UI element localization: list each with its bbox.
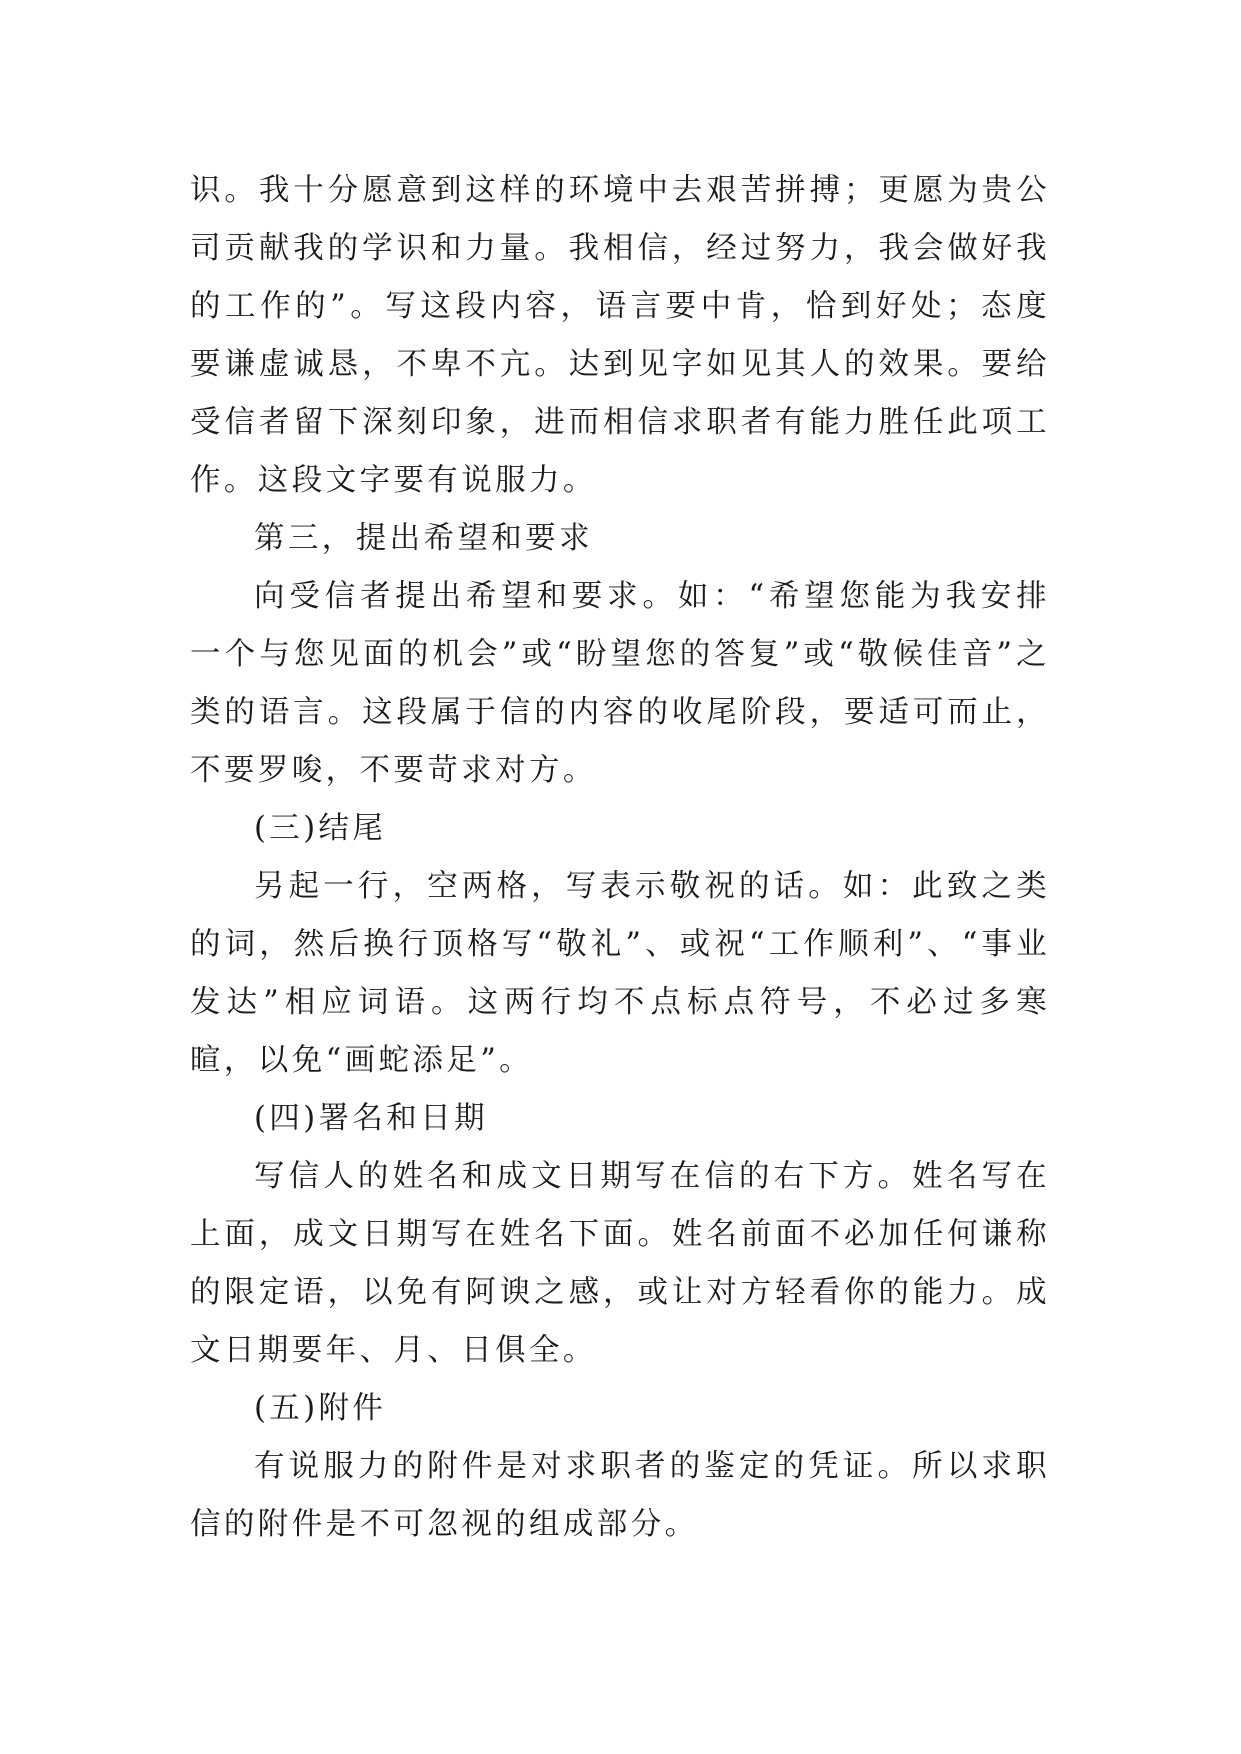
section-heading-closing: (三)结尾	[254, 811, 387, 846]
paragraph-closing: 另起一行，空两格，写表示敬祝的话。如：此致之类的词，然后换行顶格写“敬礼”、或祝“工作顺利”、“事业发达”相应词语。这两行均不点标点符号，不必过多寒暄，以免“画蛇添足”。	[190, 869, 1050, 1078]
paragraph-attachments: 有说服力的附件是对求职者的鉴定的凭证。所以求职信的附件是不可忽视的组成部分。	[190, 1449, 1050, 1542]
section-heading-third: 第三，提出希望和要求	[254, 521, 593, 556]
paragraph-signature: 写信人的姓名和成文日期写在信的右下方。姓名写在上面，成文日期写在姓名下面。姓名前面不必加任何谦称的限定语，以免有阿谀之感，或让对方轻看你的能力。成文日期要年、月、日俱全。	[190, 1159, 1050, 1368]
paragraph-hopes: 向受信者提出希望和要求。如：“希望您能为我安排一个与您见面的机会”或“盼望您的答复”或“敬候佳音”之类的语言。这段属于信的内容的收尾阶段，要适可而止，不要罗唆，不要苛求对方。	[190, 579, 1050, 788]
document-body	[190, 162, 1050, 1554]
paragraph-continuation: 识。我十分愿意到这样的环境中去艰苦拼搏；更愿为贵公司贡献我的学识和力量。我相信，经过努力，我会做好我的工作的”。写这段内容，语言要中肯，恰到好处；态度要谦虚诚恳，不卑不亢。达到见字如见其人的效果。要给受信者留下深刻印象，进而相信求职者有能力胜任此项工作。这段文字要有说服力。	[190, 173, 1050, 498]
section-heading-signature: (四)署名和日期	[254, 1101, 488, 1136]
section-heading-attachments: (五)附件	[254, 1391, 387, 1426]
